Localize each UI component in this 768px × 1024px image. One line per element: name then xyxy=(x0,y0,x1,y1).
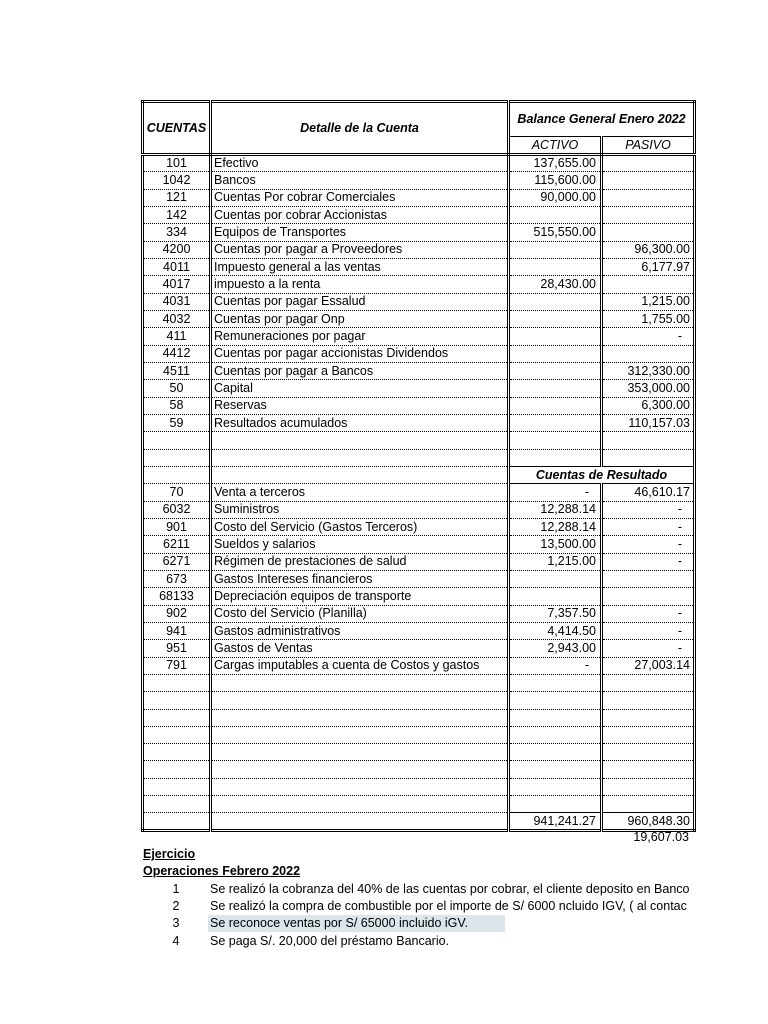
pasivo-cell xyxy=(602,276,695,293)
pasivo-cell xyxy=(602,432,695,449)
resultado-row xyxy=(143,657,695,674)
table-body xyxy=(143,155,695,831)
activo-cell xyxy=(509,293,602,310)
resultado-row xyxy=(143,640,695,657)
pasivo-cell: 96,300.00 xyxy=(602,241,695,258)
balance-row xyxy=(143,206,695,223)
account-code-cell: 902 xyxy=(143,605,211,622)
empty-row xyxy=(143,726,695,743)
cuentas-header: CUENTAS xyxy=(143,102,211,155)
activo-cell: 7,357.50 xyxy=(509,605,602,622)
account-code-cell: 6032 xyxy=(143,501,211,518)
resultado-row xyxy=(143,553,695,570)
account-code-cell: 4011 xyxy=(143,258,211,275)
exercise-item-text: Se reconoce ventas por S/ 65000 incluido iGV. xyxy=(210,916,469,931)
pasivo-cell: - xyxy=(602,536,695,553)
exercise-item-number: 4 xyxy=(172,933,180,948)
account-code-cell: 50 xyxy=(143,380,211,397)
account-detail-cell: Costo del Servicio (Gastos Terceros) xyxy=(211,518,509,535)
account-detail-cell xyxy=(211,744,509,761)
pasivo-cell: 353,000.00 xyxy=(602,380,695,397)
account-code-cell: 121 xyxy=(143,189,211,206)
pasivo-cell: - xyxy=(602,501,695,518)
totals-row xyxy=(143,813,695,830)
account-code-cell: 101 xyxy=(143,155,211,172)
account-detail-cell: Equipos de Transportes xyxy=(211,224,509,241)
pasivo-cell xyxy=(602,570,695,587)
account-code-cell xyxy=(143,726,211,743)
empty-row xyxy=(143,449,695,466)
account-code-cell: 142 xyxy=(143,206,211,223)
exercise-section xyxy=(143,846,723,950)
empty-row xyxy=(143,674,695,691)
account-detail-cell: Régimen de prestaciones de salud xyxy=(211,553,509,570)
account-code-cell: 4031 xyxy=(143,293,211,310)
account-code-cell xyxy=(143,778,211,795)
difference-value: 19,607.03 xyxy=(633,830,689,844)
resultado-row xyxy=(143,484,695,501)
balance-row xyxy=(143,310,695,327)
account-detail-cell xyxy=(211,449,509,466)
activo-cell: 4,414.50 xyxy=(509,622,602,639)
account-detail-cell: Gastos administrativos xyxy=(211,622,509,639)
balance-row xyxy=(143,258,695,275)
exercise-item xyxy=(143,898,723,915)
pasivo-cell xyxy=(602,588,695,605)
activo-cell xyxy=(509,796,602,813)
resultado-row xyxy=(143,605,695,622)
pasivo-cell xyxy=(602,778,695,795)
pasivo-cell: 6,300.00 xyxy=(602,397,695,414)
account-detail-cell: Capital xyxy=(211,380,509,397)
account-detail-cell: Impuesto general a las ventas xyxy=(211,258,509,275)
exercise-subtitle: Operaciones Febrero 2022 xyxy=(143,864,301,879)
activo-header: ACTIVO xyxy=(509,137,602,155)
account-detail-cell: Reservas xyxy=(211,397,509,414)
balance-row xyxy=(143,380,695,397)
activo-cell xyxy=(509,397,602,414)
balance-row xyxy=(143,224,695,241)
pasivo-cell: 27,003.14 xyxy=(602,657,695,674)
account-code-cell: 941 xyxy=(143,622,211,639)
exercise-item-number: 2 xyxy=(172,898,180,913)
account-detail-cell: Cuentas por pagar a Proveedores xyxy=(211,241,509,258)
balance-row xyxy=(143,293,695,310)
balance-row xyxy=(143,189,695,206)
activo-cell: 1,215.00 xyxy=(509,553,602,570)
resultado-row xyxy=(143,588,695,605)
account-detail-cell xyxy=(211,432,509,449)
empty-row xyxy=(143,692,695,709)
activo-cell: 12,288.14 xyxy=(509,518,602,535)
activo-cell xyxy=(509,761,602,778)
account-code-cell: 6271 xyxy=(143,553,211,570)
account-detail-cell xyxy=(211,778,509,795)
balance-row xyxy=(143,241,695,258)
balance-row xyxy=(143,276,695,293)
account-code-cell: 4017 xyxy=(143,276,211,293)
pasivo-cell xyxy=(602,744,695,761)
account-detail-cell: Depreciación equipos de transporte xyxy=(211,588,509,605)
pasivo-cell: 46,610.17 xyxy=(602,484,695,501)
account-code-cell: 6211 xyxy=(143,536,211,553)
account-code-cell: 59 xyxy=(143,414,211,431)
pasivo-cell xyxy=(602,206,695,223)
pasivo-cell xyxy=(602,692,695,709)
account-code-cell: 4200 xyxy=(143,241,211,258)
account-code-cell: 4412 xyxy=(143,345,211,362)
account-detail-cell: Cuentas por pagar accionistas Dividendos xyxy=(211,345,509,362)
activo-cell: - xyxy=(509,657,602,674)
account-detail-cell: Cuentas por cobrar Accionistas xyxy=(211,206,509,223)
activo-cell xyxy=(509,241,602,258)
pasivo-cell xyxy=(602,674,695,691)
account-code-cell xyxy=(143,709,211,726)
activo-cell xyxy=(509,570,602,587)
account-code-cell: 411 xyxy=(143,328,211,345)
account-detail-cell: Sueldos y salarios xyxy=(211,536,509,553)
activo-cell xyxy=(509,362,602,379)
activo-cell xyxy=(509,692,602,709)
activo-cell xyxy=(509,258,602,275)
account-code-cell xyxy=(143,432,211,449)
activo-cell: 2,943.00 xyxy=(509,640,602,657)
resultado-row xyxy=(143,518,695,535)
pasivo-cell: - xyxy=(602,328,695,345)
account-code-cell xyxy=(143,449,211,466)
activo-cell: 137,655.00 xyxy=(509,155,602,172)
pasivo-cell xyxy=(602,796,695,813)
activo-cell xyxy=(509,674,602,691)
account-detail-cell: Suministros xyxy=(211,501,509,518)
pasivo-cell: 1,755.00 xyxy=(602,310,695,327)
account-detail-cell: Cuentas Por cobrar Comerciales xyxy=(211,189,509,206)
account-code-cell xyxy=(143,761,211,778)
pasivo-cell: - xyxy=(602,622,695,639)
empty-row xyxy=(143,432,695,449)
pasivo-cell xyxy=(602,155,695,172)
balance-row xyxy=(143,172,695,189)
pasivo-cell: - xyxy=(602,605,695,622)
account-detail-cell xyxy=(211,761,509,778)
balance-sheet-table xyxy=(141,100,696,832)
balance-row xyxy=(143,155,695,172)
account-code-cell: 791 xyxy=(143,657,211,674)
resultado-row xyxy=(143,501,695,518)
balance-title: Balance General Enero 2022 xyxy=(509,102,695,137)
pasivo-cell: 312,330.00 xyxy=(602,362,695,379)
account-detail-cell: Resultados acumulados xyxy=(211,414,509,431)
balance-row xyxy=(143,328,695,345)
pasivo-cell xyxy=(602,172,695,189)
account-detail-cell: Gastos Intereses financieros xyxy=(211,570,509,587)
empty-row xyxy=(143,761,695,778)
account-code-cell: 4032 xyxy=(143,310,211,327)
account-detail-cell xyxy=(211,813,509,830)
account-detail-cell xyxy=(211,692,509,709)
account-detail-cell: Efectivo xyxy=(211,155,509,172)
resultado-row xyxy=(143,622,695,639)
exercise-item-text: Se realizó la cobranza del 40% de las cuentas por cobrar, el cliente deposito en Banco xyxy=(210,881,690,896)
account-detail-cell: Venta a terceros xyxy=(211,484,509,501)
account-code-cell: 68133 xyxy=(143,588,211,605)
pasivo-cell xyxy=(602,761,695,778)
resultado-row xyxy=(143,536,695,553)
activo-cell: - xyxy=(509,484,602,501)
exercise-item xyxy=(143,915,723,932)
empty-row xyxy=(143,796,695,813)
table-header xyxy=(143,102,695,155)
activo-cell xyxy=(509,726,602,743)
balance-row xyxy=(143,414,695,431)
account-detail-cell: Cuentas por pagar a Bancos xyxy=(211,362,509,379)
detalle-header: Detalle de la Cuenta xyxy=(211,102,509,155)
pasivo-cell xyxy=(602,224,695,241)
account-detail-cell: Gastos de Ventas xyxy=(211,640,509,657)
account-code-cell: 1042 xyxy=(143,172,211,189)
account-code-cell: 951 xyxy=(143,640,211,657)
empty-row xyxy=(143,744,695,761)
account-detail-cell: Cargas imputables a cuenta de Costos y gastos xyxy=(211,657,509,674)
account-code-cell xyxy=(143,796,211,813)
pasivo-cell xyxy=(602,345,695,362)
activo-cell xyxy=(509,310,602,327)
pasivo-cell: 110,157.03 xyxy=(602,414,695,431)
balance-row xyxy=(143,397,695,414)
activo-cell xyxy=(509,449,602,466)
exercise-item-number: 3 xyxy=(172,916,180,931)
empty-row xyxy=(143,778,695,795)
pasivo-header: PASIVO xyxy=(602,137,695,155)
activo-cell xyxy=(509,345,602,362)
pasivo-cell xyxy=(602,449,695,466)
exercise-item xyxy=(143,881,723,898)
pasivo-cell: 1,215.00 xyxy=(602,293,695,310)
pasivo-cell: - xyxy=(602,518,695,535)
activo-cell xyxy=(509,778,602,795)
activo-cell xyxy=(509,328,602,345)
activo-cell xyxy=(509,588,602,605)
activo-cell: 515,550.00 xyxy=(509,224,602,241)
pasivo-cell: 6,177.97 xyxy=(602,258,695,275)
balance-row xyxy=(143,345,695,362)
account-detail-cell: Remuneraciones por pagar xyxy=(211,328,509,345)
pasivo-cell xyxy=(602,189,695,206)
exercise-item xyxy=(143,933,723,950)
account-detail-cell xyxy=(211,796,509,813)
pasivo-total: 960,848.30 xyxy=(602,813,695,830)
account-code-cell xyxy=(143,466,211,483)
account-code-cell xyxy=(143,744,211,761)
account-code-cell: 673 xyxy=(143,570,211,587)
activo-total: 941,241.27 xyxy=(509,813,602,830)
activo-cell xyxy=(509,414,602,431)
account-code-cell: 334 xyxy=(143,224,211,241)
activo-cell: 28,430.00 xyxy=(509,276,602,293)
activo-cell: 90,000.00 xyxy=(509,189,602,206)
account-detail-cell: Cuentas por pagar Onp xyxy=(211,310,509,327)
account-detail-cell xyxy=(211,726,509,743)
account-detail-cell: Cuentas por pagar Essalud xyxy=(211,293,509,310)
activo-cell: 12,288.14 xyxy=(509,501,602,518)
activo-cell xyxy=(509,432,602,449)
account-code-cell xyxy=(143,692,211,709)
exercise-item-text: Se paga S/. 20,000 del préstamo Bancario. xyxy=(210,933,450,948)
resultado-title: Cuentas de Resultado xyxy=(509,466,695,483)
account-code-cell xyxy=(143,813,211,830)
activo-cell xyxy=(509,380,602,397)
activo-cell: 13,500.00 xyxy=(509,536,602,553)
account-detail-cell: impuesto a la renta xyxy=(211,276,509,293)
exercise-title: Ejercicio xyxy=(143,847,196,861)
account-code-cell: 58 xyxy=(143,397,211,414)
activo-cell xyxy=(509,744,602,761)
account-detail-cell xyxy=(211,466,509,483)
pasivo-cell xyxy=(602,726,695,743)
account-code-cell: 4511 xyxy=(143,362,211,379)
activo-cell: 115,600.00 xyxy=(509,172,602,189)
header-row xyxy=(143,102,695,137)
account-code-cell xyxy=(143,674,211,691)
resultado-header-row xyxy=(143,466,695,483)
exercise-item-number: 1 xyxy=(172,881,180,896)
pasivo-cell xyxy=(602,709,695,726)
account-code-cell: 901 xyxy=(143,518,211,535)
activo-cell xyxy=(509,709,602,726)
account-detail-cell: Bancos xyxy=(211,172,509,189)
activo-cell xyxy=(509,206,602,223)
account-detail-cell: Costo del Servicio (Planilla) xyxy=(211,605,509,622)
balance-row xyxy=(143,362,695,379)
pasivo-cell: - xyxy=(602,640,695,657)
pasivo-cell: - xyxy=(602,553,695,570)
exercise-item-text: Se realizó la compra de combustible por el importe de S/ 6000 ncluido IGV, ( al contac xyxy=(210,898,687,913)
account-detail-cell xyxy=(211,709,509,726)
empty-row xyxy=(143,709,695,726)
account-code-cell: 70 xyxy=(143,484,211,501)
account-detail-cell xyxy=(211,674,509,691)
resultado-row xyxy=(143,570,695,587)
